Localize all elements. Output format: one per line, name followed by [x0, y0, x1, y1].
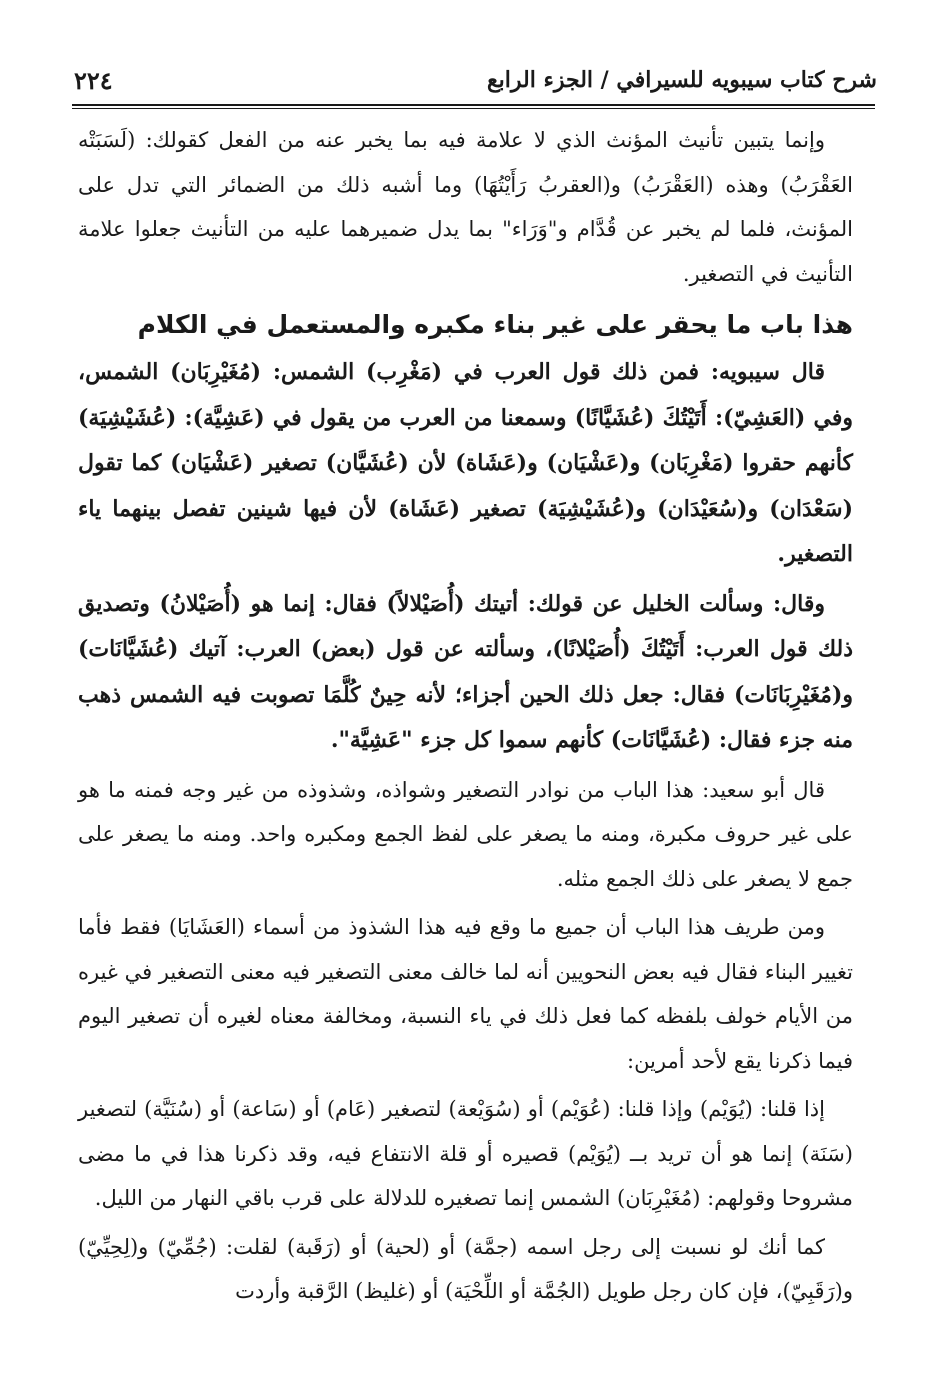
paragraph-3: وقال: وسألت الخليل عن قولك: أتيتك (أُصَيْلالاً) فقال: إنما هو (أُصَيْلانُ) وتصديق ذلك قول العرب: أَتَيْتُكَ (أُصَيْلانًا)، وسألته عن قول (بعض) العرب: آتيك (عُشَيَّانَات) و(مُغَيْرِبَانَات) فقال: جعل ذلك الحين أجزاء؛ لأنه حِينٌ كُلَّمَا تصوبت فيه الشمس ذهب منه جزء فقال: (عُشَيَّانَات) كأنهم سموا كل جزء "عَشِيَّة".	[78, 590, 853, 753]
paragraph-4: قال أبو سعيد: هذا الباب من نوادر التصغير وشواذه، وشذوذه من غير وجه فمنه ما هو على غير حروف مكبرة، ومنه ما يصغر على لفظ الجمع ومكبره واحد. ومنه ما يصغر على جمع لا يصغر على ذلك الجمع مثله.	[78, 777, 853, 891]
paragraph-6: إذا قلنا: (يُوَيْم) وإذا قلنا: (عُوَيْم) أو (سُوَيْعة) لتصغير (عَام) أو (سَاعة) أو (سُنَيَّة) لتصغير (سَنَة) إنما هو أن تريد بــ (يُوَيْم) قصيره أو قلة الانتفاع فيه، وقد ذكرنا هذا في ما مضى مشروحا وقولهم: (مُغَيْرِبَان) الشمس إنما تصغيره للدلالة على قرب باقي النهار من الليل.	[78, 1097, 853, 1210]
page-body	[78, 118, 853, 1343]
paragraph-2: قال سيبويه: فمن ذلك قول العرب في (مَغْرِب) الشمس: (مُغَيْرِبَان) الشمس، وفي (العَشِيّ): أَتَيْتُكَ (عُشَيَّانًا) وسمعنا من العرب من يقول في (عَشِيَّة): (عُشَيْشِيَة) كأنهم حقروا (مَغْرِبَان) و(عَشْيَان) و(عَشَاة) لأن (عُشَيَّان) تصغير (عَشْيَان) كما تقول (سَعْدَان) و(سُعَيْدَان) و(عُشَيْشِيَة) تصغير (عَشَاة) لأن فيها شينين تفصل بينهما ياء التصغير.	[78, 359, 853, 567]
header-rule-thin	[72, 108, 875, 109]
page-number: ٢٢٤	[74, 65, 113, 95]
page-header	[74, 58, 877, 102]
paragraph-7: كما أنك لو نسبت إلى رجل اسمه (جمَّة) أو (لحية) أو (رَقَبة) لقلت: (جُمِّيّ) و(لِحِيِّيّ) و(رَقَبِيّ)، فإن كان رجل طويل (الجُمَّة أو اللِّحْيَة) أو (غليظ) الرَّقبة وأردت	[78, 1234, 853, 1303]
paragraph-5: ومن طريف هذا الباب أن جميع ما وقع فيه هذا الشذوذ من أسماء (العَشَايَا) فقط فأما تغيير البناء فقال فيه بعض النحويين أنه لما خالف معنى التصغير فيه معنى التصغير في غيره من الأيام خولف بلفظه كما فعل ذلك في ياء النسبة، ومخالفة معناه لغيره أن تصغير اليوم فيما ذكرنا يقع لأحد أمرين:	[78, 915, 853, 1073]
header-rule	[72, 104, 875, 106]
paragraph-1: وإنما يتبين تأنيث المؤنث الذي لا علامة فيه بما يخبر عنه من الفعل كقولك: (لَسَبَتْه العَقْرَبُ) وهذه (العَقْرَبُ) و(العقربُ رَأَيْتُهَا) وما أشبه ذلك من الضمائر التي تدل على المؤنث، فلما لم يخبر عن قُدَّام و"وَرَاء" بما يدل ضميرهما عليه من التأنيث جعلوا علامة التأنيث في التصغير.	[78, 128, 853, 286]
section-heading: هذا باب ما يحقر على غير بناء مكبره والمستعمل في الكلام	[137, 310, 853, 339]
running-title: شرح كتاب سيبويه للسيرافي / الجزء الرابع	[486, 67, 877, 93]
